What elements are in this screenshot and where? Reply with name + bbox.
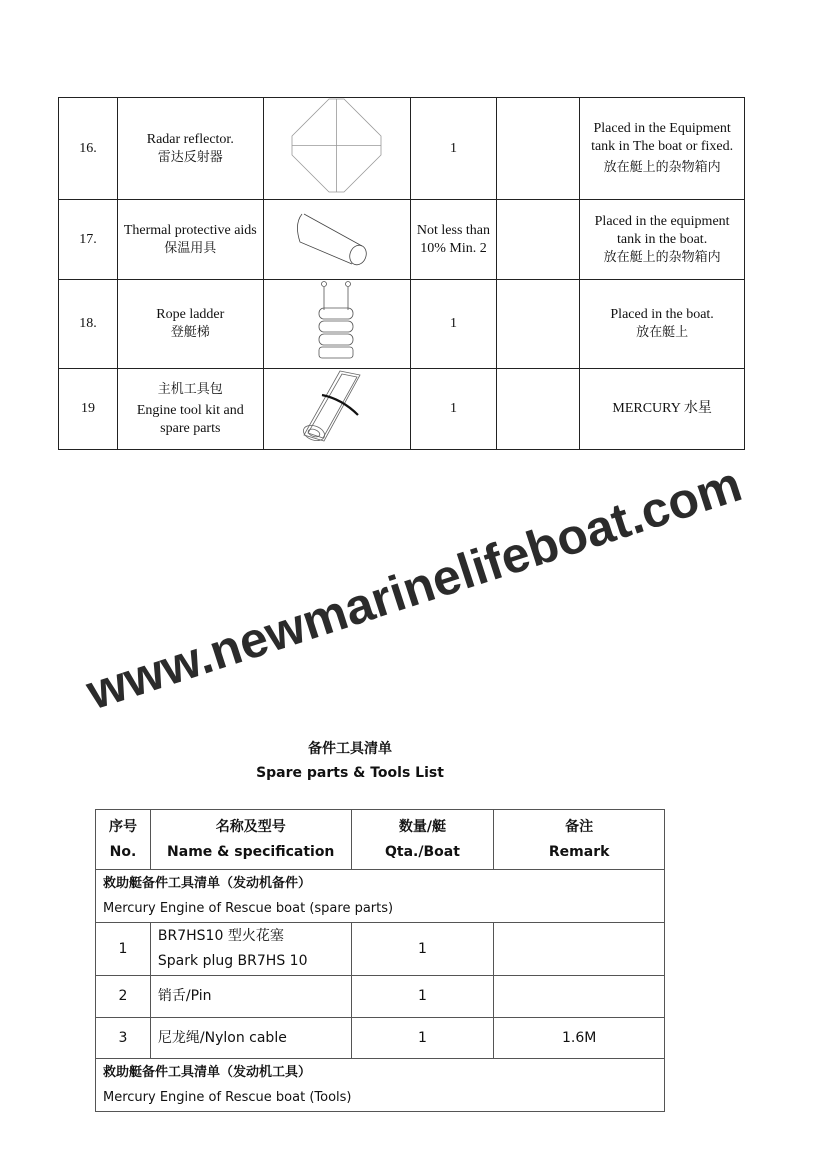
remark xyxy=(580,200,745,280)
row-number: 3 xyxy=(96,1018,151,1059)
item-name xyxy=(150,923,351,976)
quantity: 1 xyxy=(410,280,497,369)
empty-cell xyxy=(497,200,580,280)
quantity: 1 xyxy=(351,976,494,1018)
header-name xyxy=(150,810,351,870)
quantity: 1 xyxy=(351,923,494,976)
remark-en: Placed in the equipment tank in the boat. xyxy=(594,213,730,247)
section-cn: 救助艇备件工具清单（发动机工具） xyxy=(103,1065,312,1080)
remark-cn: 放在艇上的杂物箱内 xyxy=(603,160,721,175)
remark xyxy=(494,976,665,1018)
rope-ladder-icon xyxy=(263,280,410,369)
name-cn: 保温用具 xyxy=(164,240,217,256)
list-title-en: Spare parts & Tools List xyxy=(256,765,444,781)
tool-kit-icon xyxy=(263,369,410,450)
name-line: Spark plug BR7HS 10 xyxy=(157,953,308,969)
header-qty xyxy=(351,810,494,870)
row-number: 17. xyxy=(59,200,118,280)
name-line: BR7HS10 型火花塞 xyxy=(157,928,284,944)
quantity: 1 xyxy=(351,1018,494,1059)
section-heading xyxy=(96,870,665,923)
empty-cell xyxy=(497,98,580,200)
section-cn: 救助艇备件工具清单（发动机备件） xyxy=(103,876,312,891)
section-en: Mercury Engine of Rescue boat (Tools) xyxy=(103,1090,352,1105)
remark-en: Placed in the boat. xyxy=(610,307,714,322)
empty-cell xyxy=(497,369,580,450)
name-en: Rope ladder xyxy=(156,307,225,322)
header-en: Remark xyxy=(548,843,610,860)
name-en: Radar reflector. xyxy=(146,131,234,147)
header-en: Qta./Boat xyxy=(384,843,460,860)
header-cn: 序号 xyxy=(108,818,137,835)
remark: 1.6M xyxy=(494,1018,665,1059)
header-cn: 数量/艇 xyxy=(398,818,446,835)
row-number: 16. xyxy=(59,98,118,200)
radar-reflector-icon xyxy=(263,98,410,200)
name-cn: 主机工具包 xyxy=(157,381,223,397)
name-cn: 登艇梯 xyxy=(170,325,210,340)
table-row xyxy=(96,923,665,976)
item-name xyxy=(117,280,263,369)
remark-cn: 放在艇上 xyxy=(636,325,689,340)
remark xyxy=(580,98,745,200)
table-row xyxy=(96,976,665,1018)
header-row xyxy=(96,810,665,870)
spare-parts-table xyxy=(95,809,665,1112)
section-row xyxy=(96,1059,665,1112)
section-heading xyxy=(96,1059,665,1112)
remark: MERCURY 水星 xyxy=(580,369,745,450)
row-number: 1 xyxy=(96,923,151,976)
empty-cell xyxy=(497,280,580,369)
row-number: 18. xyxy=(59,280,118,369)
table-row xyxy=(59,200,745,280)
quantity: 1 xyxy=(410,369,497,450)
header-en: No. xyxy=(109,843,137,860)
item-name xyxy=(117,369,263,450)
item-name xyxy=(117,98,263,200)
name-en: Engine tool kit and spare parts xyxy=(136,402,244,436)
equipment-table xyxy=(58,97,745,450)
table-row xyxy=(59,369,745,450)
section-en: Mercury Engine of Rescue boat (spare parts) xyxy=(103,901,394,916)
item-name xyxy=(117,200,263,280)
table-row xyxy=(59,98,745,200)
list-title-cn: 备件工具清单 xyxy=(308,741,392,757)
header-remark xyxy=(494,810,665,870)
item-name: 销舌/Pin xyxy=(150,976,351,1018)
section-row xyxy=(96,870,665,923)
name-cn: 雷达反射器 xyxy=(157,149,223,165)
header-cn: 名称及型号 xyxy=(215,818,286,835)
remark xyxy=(580,280,745,369)
header-en: Name & specification xyxy=(167,843,335,860)
watermark: www.newmarinelifeboat.com xyxy=(79,455,749,721)
remark xyxy=(494,923,665,976)
remark-en: Placed in the Equipment tank in The boat or fixed. xyxy=(591,121,734,154)
remark-cn: 放在艇上的杂物箱内 xyxy=(603,249,721,265)
quantity: 1 xyxy=(410,98,497,200)
item-name: 尼龙绳/Nylon cable xyxy=(150,1018,351,1059)
quantity: Not less than 10% Min. 2 xyxy=(410,200,497,280)
name-en: Thermal protective aids xyxy=(123,222,257,238)
row-number: 2 xyxy=(96,976,151,1018)
table-row xyxy=(59,280,745,369)
row-number: 19 xyxy=(59,369,118,450)
header-cn: 备注 xyxy=(565,818,594,835)
header-no xyxy=(96,810,151,870)
table-row xyxy=(96,1018,665,1059)
thermal-aid-icon xyxy=(263,200,410,280)
